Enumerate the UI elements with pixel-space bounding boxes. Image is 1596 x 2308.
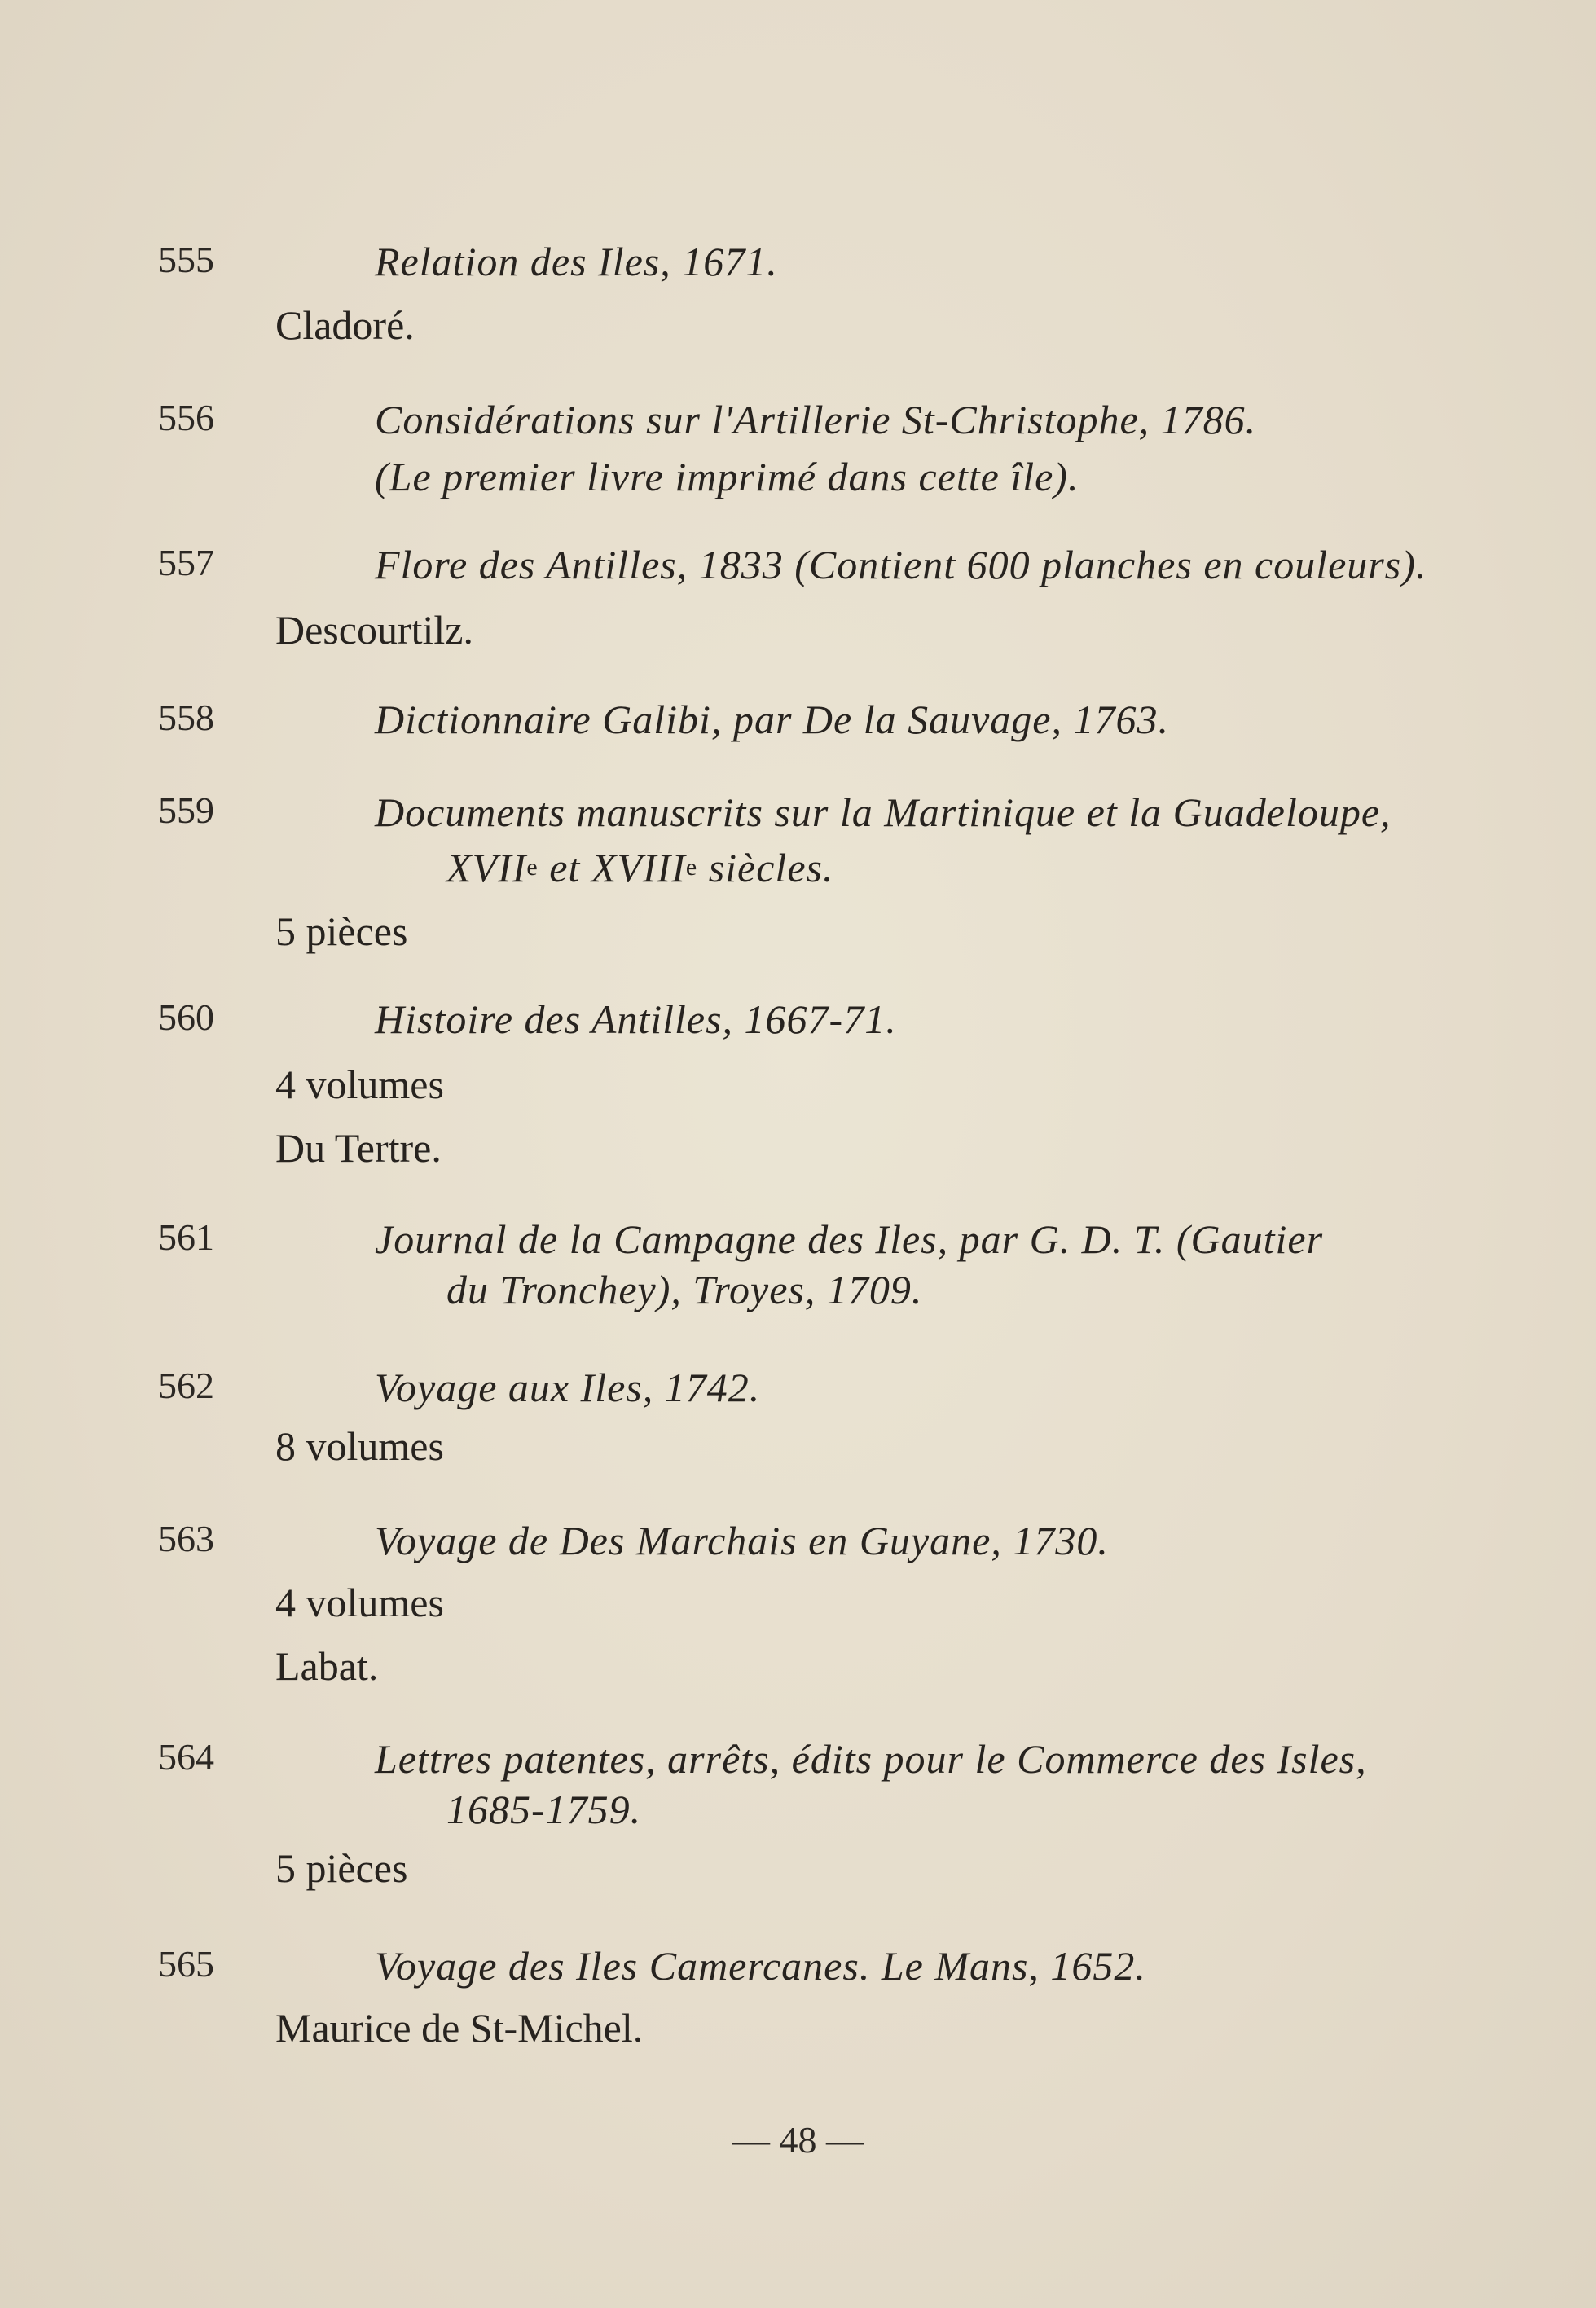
entry-number: 561 [158,1216,214,1258]
entry-author: Maurice de St-Michel. [275,2005,644,2051]
superscript: e [685,854,698,881]
entry-title: Lettres patentes, arrêts, édits pour le Commerce des Isles, [375,1736,1367,1782]
entry-quantity: 4 volumes [275,1580,444,1625]
entry-quantity: 8 volumes [275,1423,444,1469]
entry-quantity: 5 pièces [275,908,408,954]
entry-title: Relation des Iles, 1671. [375,239,778,284]
entry-title: Histoire des Antilles, 1667-71. [375,996,897,1042]
entry-author: Du Tertre. [275,1125,442,1171]
superscript: e [526,854,539,881]
entry-title: Voyage de Des Marchais en Guyane, 1730. [375,1518,1109,1563]
entry-number: 565 [158,1943,214,1985]
entry-title: Documents manuscrits sur la Martinique et la Guadeloupe, [375,789,1392,835]
entry-number: 557 [158,542,214,583]
entry-title-continuation: 1685-1759. [446,1787,642,1832]
entry-quantity: 4 volumes [275,1062,444,1107]
entry-title-continuation: du Tronchey), Troyes, 1709. [446,1267,923,1312]
entry-number: 560 [158,996,214,1038]
entry-author: Labat. [275,1643,379,1689]
century-17: XVII [446,845,527,890]
page-number: — 48 — [732,2119,864,2161]
entry-number: 558 [158,697,214,738]
entry-title: Voyage des Iles Camercanes. Le Mans, 1652. [375,1943,1146,1989]
entry-title: Journal de la Campagne des Iles, par G. D. T. (Gautier [375,1216,1324,1262]
entry-author: Cladoré. [275,302,415,348]
entry-title: Flore des Antilles, 1833 (Contient 600 planches en couleurs). [375,542,1427,587]
entry-number: 555 [158,239,214,280]
conjunction: et [549,845,581,890]
title-tail: siècles. [708,845,834,890]
entry-number: 556 [158,397,214,438]
entry-number: 559 [158,789,214,831]
century-18: XVIII [591,845,686,890]
entry-title-continuation [446,847,1567,888]
entry-title: Dictionnaire Galibi, par De la Sauvage, 1763. [375,697,1169,742]
entry-number: 564 [158,1736,214,1778]
entry-number: 562 [158,1365,214,1406]
entry-number: 563 [158,1518,214,1559]
entry-author: Descourtilz. [275,607,473,653]
entry-title-continuation: (Le premier livre imprimé dans cette île). [375,454,1079,499]
entry-quantity: 5 pièces [275,1845,408,1891]
entry-title: Voyage aux Iles, 1742. [375,1365,761,1410]
entry-title: Considérations sur l'Artillerie St-Christophe, 1786. [375,397,1257,442]
